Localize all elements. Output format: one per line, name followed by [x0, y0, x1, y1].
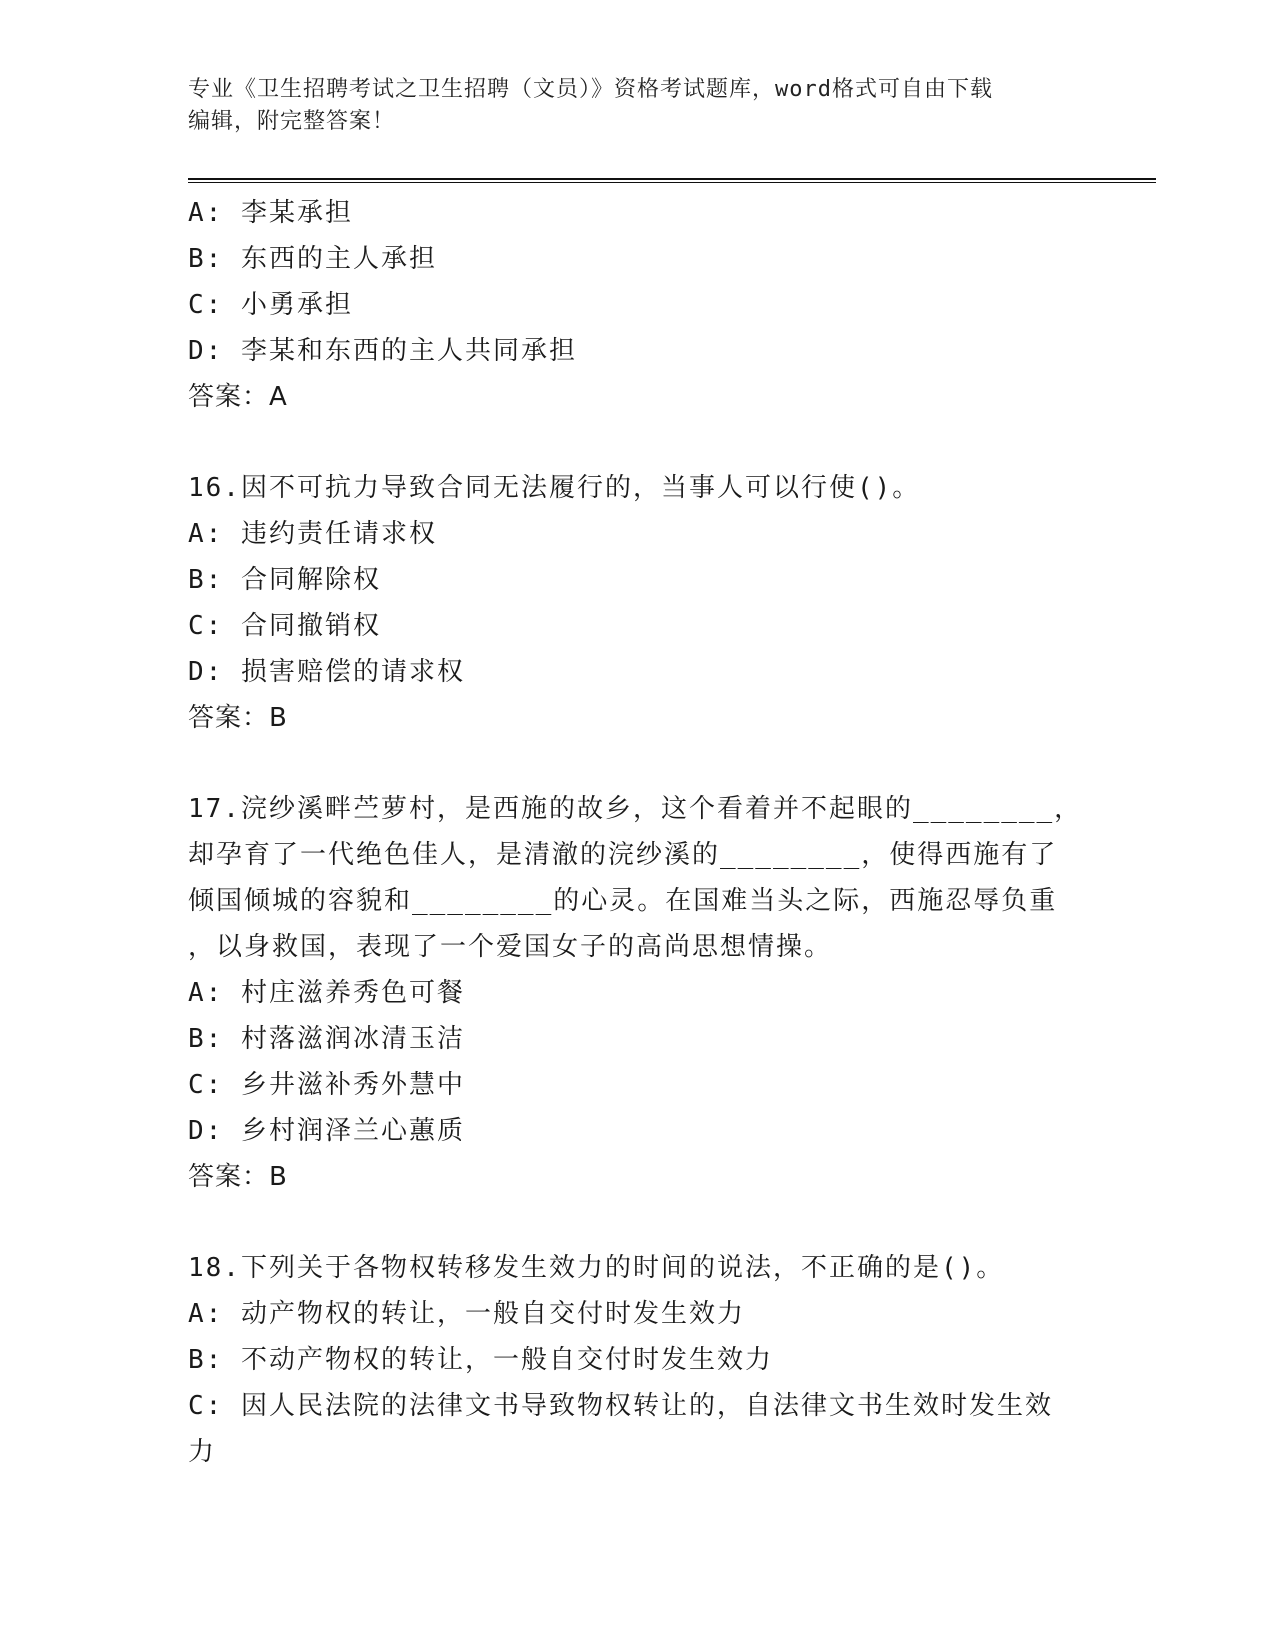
option-c: C: 小勇承担	[188, 290, 353, 320]
question-18	[188, 1245, 1088, 1475]
option-b: B: 不动产物权的转让，一般自交付时发生效力	[188, 1345, 773, 1375]
option-c-line-2: 力	[188, 1437, 217, 1467]
option-b: B: 村落滋润冰清玉洁	[188, 1024, 465, 1054]
header-line-1: 专业《卫生招聘考试之卫生招聘（文员）》资格考试题库，word格式可自由下载	[188, 77, 993, 102]
option-b: B: 合同解除权	[188, 565, 381, 595]
option-c: C: 乡井滋补秀外慧中	[188, 1070, 465, 1100]
option-c: C: 合同撤销权	[188, 611, 381, 641]
question-content	[188, 190, 1088, 1475]
question-stem-line-2: 却孕育了一代绝色佳人，是清澈的浣纱溪的________，使得西施有了	[188, 840, 1058, 870]
option-a: A: 动产物权的转让，一般自交付时发生效力	[188, 1299, 745, 1329]
question-15-tail	[188, 190, 1088, 420]
spacer	[188, 741, 1088, 786]
spacer	[188, 420, 1088, 465]
question-stem: 16.因不可抗力导致合同无法履行的，当事人可以行使()。	[188, 473, 921, 503]
header-divider-thick	[188, 178, 1156, 180]
option-a: A: 村庄滋养秀色可餐	[188, 978, 465, 1008]
option-a: A: 违约责任请求权	[188, 519, 437, 549]
question-17	[188, 786, 1088, 1200]
question-stem: 18.下列关于各物权转移发生效力的时间的说法，不正确的是()。	[188, 1253, 1005, 1283]
spacer	[188, 1200, 1088, 1245]
answer: 答案：B	[188, 1162, 288, 1192]
question-stem-line-4: ，以身救国，表现了一个爱国女子的高尚思想情操。	[188, 932, 833, 962]
question-stem-line-3: 倾国倾城的容貌和________的心灵。在国难当头之际，西施忍辱负重	[188, 886, 1058, 916]
question-16	[188, 465, 1088, 741]
document-header	[188, 74, 1088, 138]
answer: 答案：A	[188, 382, 288, 412]
option-b: B: 东西的主人承担	[188, 244, 437, 274]
option-d: D: 李某和东西的主人共同承担	[188, 336, 577, 366]
header-line-2: 编辑，附完整答案！	[188, 109, 396, 134]
option-d: D: 损害赔偿的请求权	[188, 657, 465, 687]
answer: 答案：B	[188, 703, 288, 733]
option-d: D: 乡村润泽兰心蕙质	[188, 1116, 465, 1146]
question-stem-line-1: 17.浣纱溪畔苎萝村，是西施的故乡，这个看着并不起眼的________，	[188, 794, 1083, 824]
option-a: A: 李某承担	[188, 198, 353, 228]
option-c-line-1: C: 因人民法院的法律文书导致物权转让的，自法律文书生效时发生效	[188, 1391, 1053, 1421]
header-divider-thin	[188, 182, 1156, 183]
